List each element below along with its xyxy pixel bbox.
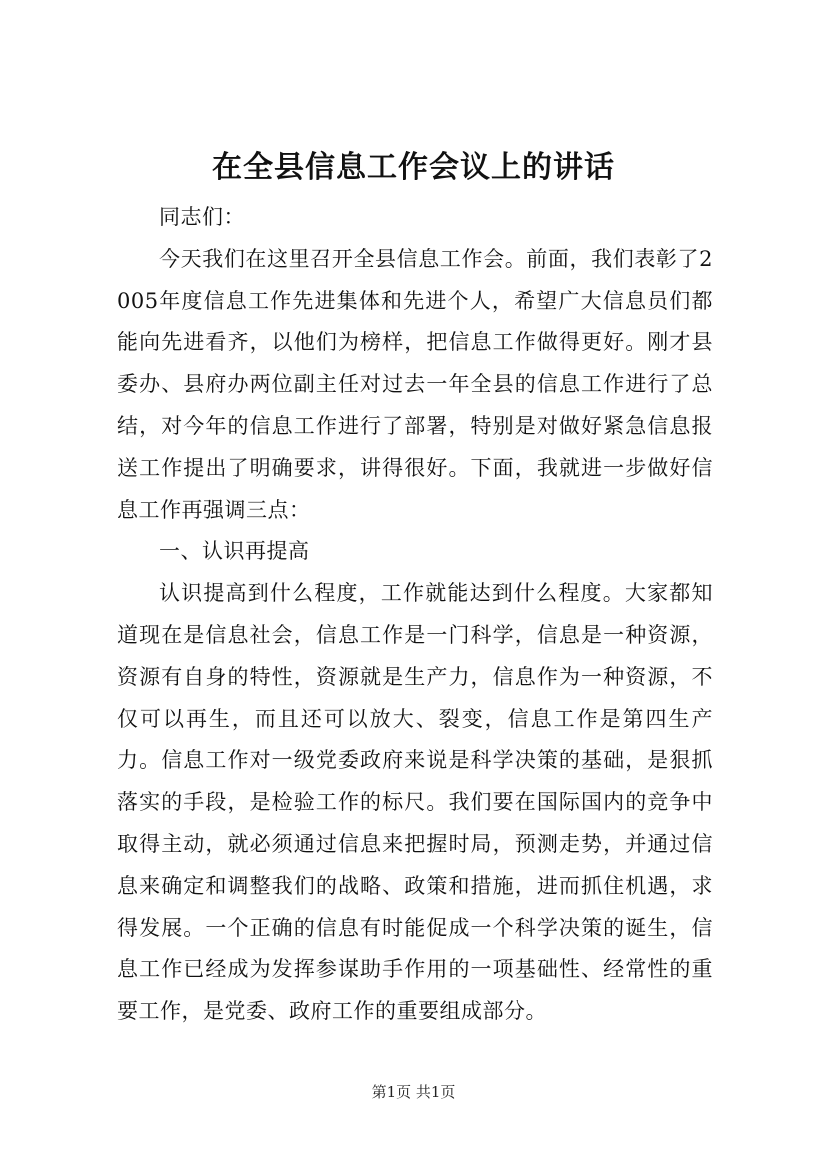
page-number: 第1页 共1页 bbox=[371, 1083, 456, 1101]
page-footer bbox=[0, 1080, 827, 1104]
salutation-paragraph: 同志们： bbox=[159, 205, 245, 229]
section-paragraph: 认识提高到什么程度，工作就能达到什么程度。大家都知道现在是信息社会，信息工作是一门科学，信息是一种资源，资源有自身的特性，资源就是生产力，信息作为一种资源，不仅可以再生，而且还可以放大、裂变，信息工作是第四生产力。信息工作对一级党委政府来说是科学决策的基础，是狠抓落实的手段，是检验工作的标尺。我们要在国际国内的竞争中取得主动，就必须通过信息来把握时局，预测走势，并通过信息来确定和调整我们的战略、政策和措施，进而抓住机遇，求得发展。一个正确的信息有时能促成一个科学决策的诞生，信息工作已经成为发挥参谋助手作用的一项基础性、经常性的重要工作，是党委、政府工作的重要组成部分。 bbox=[117, 581, 713, 1024]
document-title: 在全县信息工作会议上的讲话 bbox=[212, 150, 615, 185]
document-body bbox=[117, 197, 713, 1033]
section-heading: 一、认识再提高 bbox=[159, 539, 310, 564]
intro-paragraph: 今天我们在这里召开全县信息工作会。前面，我们表彰了2005年度信息工作先进集体和先进个人，希望广大信息员们都能向先进看齐，以他们为榜样，把信息工作做得更好。刚才县委办、县府办两位副主任对过去一年全县的信息工作进行了总结，对今年的信息工作进行了部署，特别是对做好紧急信息报送工作提出了明确要求，讲得很好。下面，我就进一步做好信息工作再强调三点： bbox=[117, 246, 713, 522]
